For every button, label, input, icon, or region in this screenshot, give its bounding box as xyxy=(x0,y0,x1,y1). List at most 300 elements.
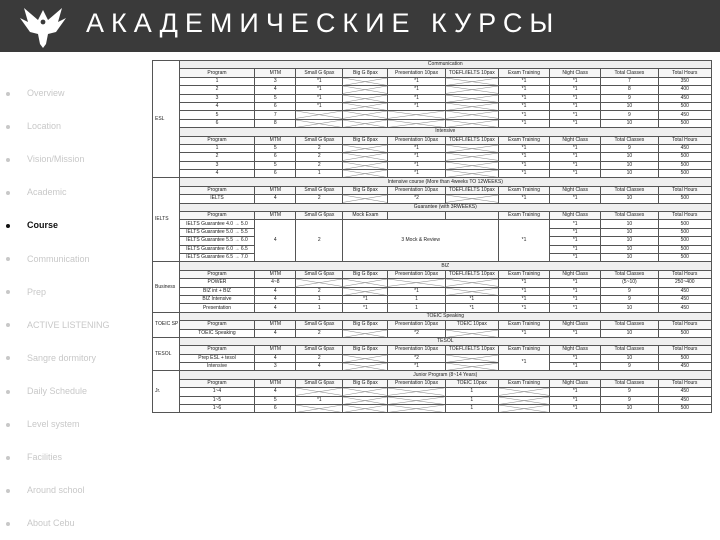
table-cell: BIZ int + BIZ xyxy=(179,287,255,295)
table-cell xyxy=(296,405,343,413)
column-header: Exam Training xyxy=(498,212,549,220)
section-row xyxy=(153,312,712,320)
table-cell: *1 xyxy=(498,195,549,203)
cross-out-icon xyxy=(446,95,498,102)
section-row xyxy=(153,262,712,270)
table-cell: *1 xyxy=(388,153,445,161)
column-header: Program xyxy=(179,186,255,194)
column-header: Total Hours xyxy=(658,321,711,329)
table-cell: Prep ESL + tesol xyxy=(179,354,255,362)
bullet-icon xyxy=(6,390,10,394)
column-header: Night Class xyxy=(550,69,601,77)
table-cell xyxy=(445,119,498,127)
cross-out-icon xyxy=(296,279,342,286)
table-cell: *1 xyxy=(550,119,601,127)
table-cell: 7 xyxy=(255,111,296,119)
table-cell: 6 xyxy=(255,153,296,161)
cross-out-icon xyxy=(343,103,387,110)
table-cell xyxy=(343,405,388,413)
table-cell: 1 xyxy=(388,304,445,312)
sidebar-item-vision-mission[interactable] xyxy=(6,154,84,168)
table-cell: 7 xyxy=(601,77,658,85)
table-cell: IELTS Guarantee 4.0 → 5.0 xyxy=(179,220,255,228)
column-header: Small G 6pax xyxy=(296,186,343,194)
column-header: Total Classes xyxy=(601,212,658,220)
column-header: Total Hours xyxy=(658,346,711,354)
table-cell: *1 xyxy=(388,287,445,295)
table-cell: 1~4 xyxy=(179,388,255,396)
table-cell: 10 xyxy=(601,405,658,413)
sidebar-item-active-listening[interactable] xyxy=(6,320,110,334)
table-cell: *1 xyxy=(498,144,549,152)
column-header: TOEFL/IELTS 10pax xyxy=(445,136,498,144)
table-cell: *1 xyxy=(388,161,445,169)
table-cell xyxy=(445,363,498,371)
sidebar-item-course[interactable] xyxy=(6,220,58,234)
sidebar-item-level-system[interactable] xyxy=(6,419,80,433)
sidebar-item-academic[interactable] xyxy=(6,187,67,201)
section-row xyxy=(153,178,712,186)
sidebar-item-label: Vision/Mission xyxy=(27,154,85,165)
table-cell: 500 xyxy=(658,170,711,178)
table-cell xyxy=(343,161,388,169)
cross-out-icon xyxy=(343,388,387,395)
table-cell xyxy=(498,388,549,396)
table-row xyxy=(153,170,712,178)
table-cell: 450 xyxy=(658,287,711,295)
cross-out-icon xyxy=(446,195,498,202)
course-schedule-table xyxy=(152,60,712,413)
cross-out-icon xyxy=(296,111,342,118)
table-cell xyxy=(388,405,445,413)
table-cell xyxy=(445,170,498,178)
table-cell: 4 xyxy=(255,329,296,337)
table-cell xyxy=(445,287,498,295)
cross-out-icon xyxy=(446,170,498,177)
column-header: Small G 6pax xyxy=(296,136,343,144)
table-cell: *1 xyxy=(388,170,445,178)
cross-out-icon xyxy=(446,363,498,370)
bullet-icon xyxy=(6,290,10,294)
sidebar-item-overview[interactable] xyxy=(6,88,65,102)
bullet-icon xyxy=(6,456,10,460)
table-cell: *1 xyxy=(550,329,601,337)
table-cell: *1 xyxy=(388,86,445,94)
table-row xyxy=(153,295,712,303)
table-cell: 4 xyxy=(255,295,296,303)
section-title: Guarantee (with 3RWEEKS) xyxy=(179,203,711,211)
table-cell: *1 xyxy=(550,304,601,312)
eagle-logo-icon xyxy=(18,4,68,48)
table-cell: 450 xyxy=(658,388,711,396)
table-cell: 500 xyxy=(658,237,711,245)
table-cell: 10 xyxy=(601,153,658,161)
table-row xyxy=(153,195,712,203)
sidebar-item-about-cebu[interactable] xyxy=(6,518,75,532)
table-cell: *1 xyxy=(343,304,388,312)
column-header: Big G 8pax xyxy=(343,321,388,329)
table-row xyxy=(153,388,712,396)
section-title: Communication xyxy=(179,61,711,69)
column-header: Total Classes xyxy=(601,270,658,278)
column-header: Small G 6pax xyxy=(296,212,343,220)
cross-out-icon xyxy=(499,405,549,412)
table-cell xyxy=(445,161,498,169)
cross-out-icon xyxy=(343,355,387,362)
cross-out-icon xyxy=(343,95,387,102)
sidebar-item-facilities[interactable] xyxy=(6,452,62,466)
column-header: MTM xyxy=(255,346,296,354)
section-title: Intensive xyxy=(179,128,711,136)
table-cell: 4 xyxy=(255,304,296,312)
table-cell: 500 xyxy=(658,245,711,253)
table-cell: *1 xyxy=(498,161,549,169)
column-header: MTM xyxy=(255,270,296,278)
table-cell: 2 xyxy=(296,220,343,262)
cross-out-icon xyxy=(446,111,498,118)
table-cell: 4 xyxy=(255,195,296,203)
sidebar-item-around-school[interactable] xyxy=(6,485,85,499)
bullet-icon xyxy=(6,191,10,195)
table-cell xyxy=(343,195,388,203)
table-cell: *1 xyxy=(498,153,549,161)
column-header: Program xyxy=(179,321,255,329)
cross-out-icon xyxy=(388,388,444,395)
sidebar-item-label: Sangre dormitory xyxy=(27,352,97,363)
column-header: Total Hours xyxy=(658,270,711,278)
bullet-icon xyxy=(6,489,10,493)
table-cell: 10 xyxy=(601,170,658,178)
column-header: MTM xyxy=(255,212,296,220)
table-cell xyxy=(445,102,498,110)
table-cell: 10 xyxy=(601,304,658,312)
table-cell: 1~6 xyxy=(179,405,255,413)
table-cell: 3 xyxy=(179,94,255,102)
table-cell xyxy=(296,388,343,396)
table-cell: *1 xyxy=(550,153,601,161)
cross-out-icon xyxy=(388,279,444,286)
header-row xyxy=(153,270,712,278)
column-header: Mock Exam xyxy=(343,212,388,220)
sidebar-item-sangre-dormitory[interactable] xyxy=(6,353,96,367)
table-cell: *1 xyxy=(498,86,549,94)
column-header: Presentation 10pax xyxy=(388,136,445,144)
section-title: TOEIC Speaking xyxy=(179,312,711,320)
table-cell: 5 xyxy=(255,396,296,404)
table-cell: *1 xyxy=(498,94,549,102)
column-header: Presentation 10pax xyxy=(388,186,445,194)
column-header: Program xyxy=(179,136,255,144)
table-cell: *1 xyxy=(498,329,549,337)
table-cell: (5~10) xyxy=(601,279,658,287)
table-cell: 500 xyxy=(658,220,711,228)
column-header: Exam Training xyxy=(498,69,549,77)
column-header: Program xyxy=(179,379,255,387)
sidebar-item-label: Facilities xyxy=(27,452,63,463)
table-cell: *1 xyxy=(550,220,601,228)
table-cell: 9 xyxy=(601,111,658,119)
table-cell: 1 xyxy=(445,388,498,396)
table-cell: 6 xyxy=(255,170,296,178)
table-row xyxy=(153,153,712,161)
table-cell: 10 xyxy=(601,161,658,169)
table-cell xyxy=(343,111,388,119)
category-label: TOEIC SP xyxy=(153,312,180,337)
table-cell: 500 xyxy=(658,161,711,169)
table-cell xyxy=(343,102,388,110)
table-row xyxy=(153,77,712,85)
column-header: MTM xyxy=(255,136,296,144)
table-cell: 1~5 xyxy=(179,396,255,404)
cross-out-icon xyxy=(446,162,498,169)
sidebar-item-daily-schedule[interactable] xyxy=(6,386,87,400)
column-header xyxy=(445,212,498,220)
sidebar-item-label: About Cebu xyxy=(27,518,75,529)
category-label: Jr. xyxy=(153,371,180,413)
table-cell: 2 xyxy=(296,287,343,295)
table-row xyxy=(153,86,712,94)
table-row xyxy=(153,396,712,404)
column-header: MTM xyxy=(255,69,296,77)
table-cell: 450 xyxy=(658,396,711,404)
table-cell: *1 xyxy=(388,77,445,85)
table-cell: 5 xyxy=(255,144,296,152)
column-header: Total Hours xyxy=(658,136,711,144)
cross-out-icon xyxy=(343,363,387,370)
table-row xyxy=(153,94,712,102)
table-cell: 9 xyxy=(601,94,658,102)
table-cell: 500 xyxy=(658,195,711,203)
table-cell: 4 xyxy=(255,354,296,362)
table-cell: 9 xyxy=(601,295,658,303)
table-cell: 3 xyxy=(179,161,255,169)
table-cell: *1 xyxy=(550,295,601,303)
table-cell: 3 xyxy=(255,363,296,371)
table-cell xyxy=(343,153,388,161)
table-cell: Presentation xyxy=(179,304,255,312)
table-row xyxy=(153,144,712,152)
column-header: TOEFL/IELTS 10pax xyxy=(445,69,498,77)
table-cell xyxy=(343,86,388,94)
table-cell xyxy=(343,170,388,178)
table-row xyxy=(153,329,712,337)
table-cell: *1 xyxy=(498,77,549,85)
table-cell: 10 xyxy=(601,329,658,337)
column-header: Program xyxy=(179,270,255,278)
column-header: Exam Training xyxy=(498,136,549,144)
cross-out-icon xyxy=(343,397,387,404)
table-row xyxy=(153,279,712,287)
category-label: TESOL xyxy=(153,337,180,371)
sidebar-item-location[interactable] xyxy=(6,121,61,135)
table-cell: 9 xyxy=(601,144,658,152)
cross-out-icon xyxy=(446,330,498,337)
table-cell: 4 xyxy=(255,86,296,94)
table-cell: *1 xyxy=(445,295,498,303)
table-cell: 350 xyxy=(658,77,711,85)
header-row xyxy=(153,379,712,387)
table-cell: 4 xyxy=(255,220,296,262)
table-cell: 10 xyxy=(601,102,658,110)
table-row xyxy=(153,119,712,127)
table-row xyxy=(153,363,712,371)
table-cell: 9 xyxy=(601,396,658,404)
section-row xyxy=(153,61,712,69)
column-header: Night Class xyxy=(550,136,601,144)
table-cell xyxy=(343,279,388,287)
table-cell: 5 xyxy=(179,111,255,119)
table-cell: *1 xyxy=(498,111,549,119)
section-title: BIZ xyxy=(179,262,711,270)
sidebar-item-prep[interactable] xyxy=(6,287,46,301)
cross-out-icon xyxy=(343,405,387,412)
table-cell: 450 xyxy=(658,111,711,119)
table-cell: *1 xyxy=(550,161,601,169)
table-cell: 10 xyxy=(601,220,658,228)
table-cell: 6 xyxy=(179,119,255,127)
table-cell: *1 xyxy=(498,295,549,303)
table-cell: 1 xyxy=(296,170,343,178)
table-cell xyxy=(445,111,498,119)
cross-out-icon xyxy=(446,355,498,362)
table-cell: 450 xyxy=(658,144,711,152)
column-header: Presentation 10pax xyxy=(388,321,445,329)
category-label: Business xyxy=(153,262,180,312)
table-cell xyxy=(296,111,343,119)
table-cell: 10 xyxy=(601,119,658,127)
table-cell: 1 xyxy=(388,295,445,303)
table-cell: *1 xyxy=(550,170,601,178)
table-cell xyxy=(343,144,388,152)
column-header: Small G 6pax xyxy=(296,69,343,77)
table-cell xyxy=(343,388,388,396)
column-header: TOEIC 10pax xyxy=(445,321,498,329)
cross-out-icon xyxy=(388,397,444,404)
table-cell: *1 xyxy=(550,388,601,396)
table-cell: 10 xyxy=(601,195,658,203)
table-cell: *1 xyxy=(388,102,445,110)
sidebar-item-communication[interactable] xyxy=(6,254,90,268)
section-row xyxy=(153,128,712,136)
column-header: Program xyxy=(179,69,255,77)
section-title: TESOL xyxy=(179,337,711,345)
column-header: Night Class xyxy=(550,379,601,387)
table-cell: 450 xyxy=(658,304,711,312)
table-cell: *1 xyxy=(550,102,601,110)
column-header: Total Hours xyxy=(658,69,711,77)
cross-out-icon xyxy=(388,111,444,118)
column-header: Exam Training xyxy=(498,186,549,194)
page-title: АКАДЕМИЧЕСКИЕ КУРСЫ xyxy=(86,8,561,38)
table-cell: 2 xyxy=(296,195,343,203)
column-header: Exam Training xyxy=(498,321,549,329)
bullet-icon xyxy=(6,323,10,327)
cross-out-icon xyxy=(446,145,498,152)
table-cell: *1 xyxy=(550,237,601,245)
table-cell: *1 xyxy=(550,77,601,85)
column-header: Total Hours xyxy=(658,379,711,387)
table-cell xyxy=(445,195,498,203)
column-header: Big G 8pax xyxy=(343,346,388,354)
table-cell: 9 xyxy=(601,287,658,295)
table-cell: *1 xyxy=(550,354,601,362)
table-cell: *1 xyxy=(498,119,549,127)
table-cell: *1 xyxy=(296,86,343,94)
table-cell: 450 xyxy=(658,295,711,303)
bullet-icon xyxy=(6,356,10,360)
table-cell: *1 xyxy=(498,354,549,371)
table-cell: 6 xyxy=(255,405,296,413)
header-row xyxy=(153,212,712,220)
table-cell: 2 xyxy=(296,329,343,337)
column-header: Night Class xyxy=(550,346,601,354)
table-cell: POWER xyxy=(179,279,255,287)
table-cell xyxy=(445,153,498,161)
table-cell: *1 xyxy=(498,287,549,295)
table-cell xyxy=(296,119,343,127)
table-cell: 10 xyxy=(601,228,658,236)
cross-out-icon xyxy=(343,288,387,295)
table-cell: *1 xyxy=(296,94,343,102)
sidebar-item-label: Academic xyxy=(27,187,67,198)
table-row xyxy=(153,354,712,362)
cross-out-icon xyxy=(388,405,444,412)
column-header: Program xyxy=(179,346,255,354)
cross-out-icon xyxy=(343,111,387,118)
header-row xyxy=(153,136,712,144)
table-cell: *2 xyxy=(388,329,445,337)
table-row xyxy=(153,102,712,110)
table-cell: 500 xyxy=(658,405,711,413)
cross-out-icon xyxy=(343,145,387,152)
table-cell: 500 xyxy=(658,354,711,362)
column-header: Total Classes xyxy=(601,346,658,354)
section-title: Intensive course (More than 4weeks TO 12WEEKS) xyxy=(179,178,711,186)
cross-out-icon xyxy=(446,288,498,295)
table-cell xyxy=(498,405,549,413)
table-cell: 1 xyxy=(179,144,255,152)
table-cell xyxy=(498,396,549,404)
table-cell: Intensive xyxy=(179,363,255,371)
table-row xyxy=(153,220,712,228)
table-cell: 450 xyxy=(658,363,711,371)
cross-out-icon xyxy=(343,153,387,160)
cross-out-icon xyxy=(343,170,387,177)
table-cell: 1 xyxy=(296,295,343,303)
table-cell: 250~400 xyxy=(658,279,711,287)
column-header: Total Classes xyxy=(601,321,658,329)
column-header: MTM xyxy=(255,321,296,329)
table-cell: 9 xyxy=(601,388,658,396)
table-cell: *1 xyxy=(550,111,601,119)
section-title: Junior Program (8~14 Years) xyxy=(179,371,711,379)
table-cell: *1 xyxy=(296,77,343,85)
column-header: Presentation 10pax xyxy=(388,346,445,354)
sidebar-item-label: Communication xyxy=(27,253,90,264)
column-header: Exam Training xyxy=(498,379,549,387)
table-cell: *1 xyxy=(550,228,601,236)
table-cell xyxy=(388,111,445,119)
column-header: Total Hours xyxy=(658,212,711,220)
cross-out-icon xyxy=(343,78,387,85)
table-cell: *1 xyxy=(296,102,343,110)
table-cell: *1 xyxy=(550,253,601,261)
table-cell: 10 xyxy=(601,245,658,253)
table-cell: 500 xyxy=(658,228,711,236)
table-cell: *1 xyxy=(550,94,601,102)
column-header: Exam Training xyxy=(498,346,549,354)
bullet-icon xyxy=(6,423,10,427)
